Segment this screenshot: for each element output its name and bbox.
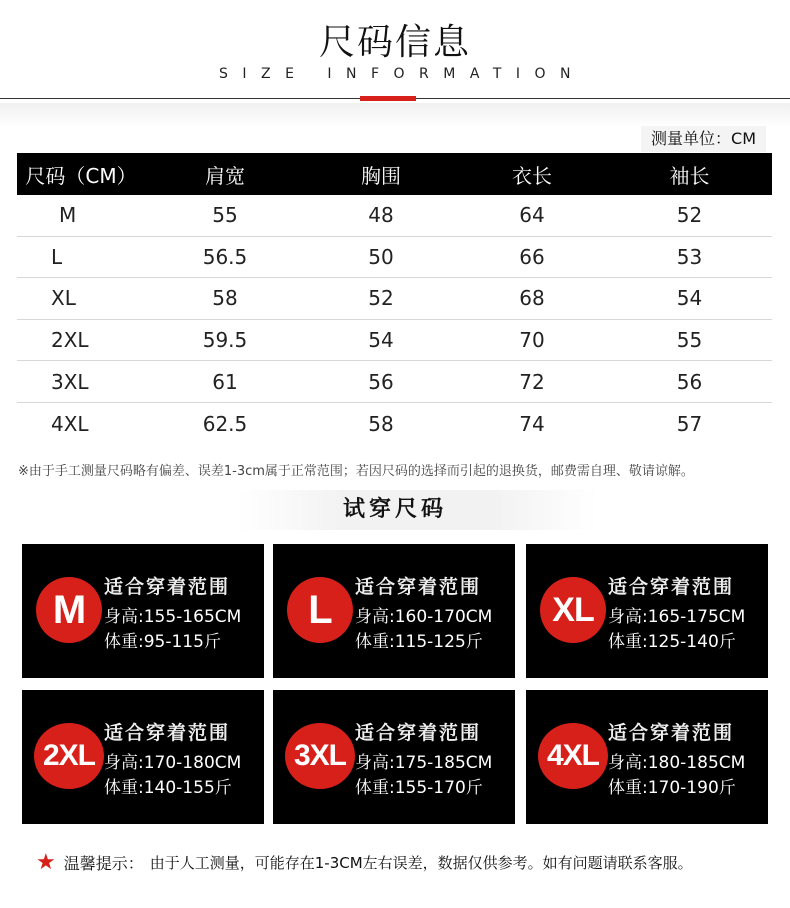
cell-sleeve: 53 xyxy=(676,244,703,269)
col-header-shoulder: 肩宽 xyxy=(205,163,245,188)
fit-card-heading: 适合穿着范围 xyxy=(608,576,735,598)
fit-card-text xyxy=(608,718,745,801)
cell-sleeve: 52 xyxy=(676,203,703,228)
fit-card-heading: 适合穿着范围 xyxy=(355,576,482,598)
fit-card-height: 身高:155-165CM xyxy=(104,607,242,627)
star-icon: ★ xyxy=(36,849,56,875)
fit-card-weight: 体重:115-125斤 xyxy=(355,632,483,652)
cell-size: L xyxy=(51,244,63,269)
fit-card-weight: 体重:155-170斤 xyxy=(355,778,483,798)
cell-chest: 54 xyxy=(368,328,394,353)
size-badge: XL xyxy=(540,577,606,643)
header-accent-bar xyxy=(360,96,416,101)
cell-sleeve: 54 xyxy=(676,286,703,311)
cell-shoulder: 55 xyxy=(212,203,238,228)
fit-card-heading: 适合穿着范围 xyxy=(104,722,231,744)
cell-sleeve: 56 xyxy=(676,369,703,394)
size-badge: L xyxy=(287,577,353,643)
cell-size: M xyxy=(59,203,77,228)
cell-size: 4XL xyxy=(51,411,89,436)
size-note: ※由于手工测量尺码略有偏差、误差1-3cm属于正常范围；若因尺码的选择而引起的退换货，邮费需自理、敬请谅解。 xyxy=(18,464,694,479)
fit-card-height: 身高:180-185CM xyxy=(608,753,746,773)
tip-row xyxy=(36,851,693,874)
cell-shoulder: 56.5 xyxy=(202,244,248,269)
fit-card-text xyxy=(355,572,492,655)
fit-card-weight: 体重:95-115斤 xyxy=(104,632,221,652)
fit-card xyxy=(273,544,515,678)
table-body xyxy=(17,195,772,445)
fit-card-heading: 适合穿着范围 xyxy=(608,722,735,744)
table-row xyxy=(17,361,772,403)
fit-card xyxy=(526,544,768,678)
cell-chest: 56 xyxy=(368,369,394,394)
table-header xyxy=(17,153,772,195)
cell-chest: 50 xyxy=(368,244,394,269)
cell-chest: 58 xyxy=(368,411,394,436)
cell-length: 70 xyxy=(519,328,545,353)
col-header-sleeve: 袖长 xyxy=(669,163,710,188)
size-table xyxy=(17,153,772,445)
fit-card-weight: 体重:140-155斤 xyxy=(104,778,232,798)
cell-size: 3XL xyxy=(51,369,89,394)
table-row xyxy=(17,195,772,237)
cell-sleeve: 55 xyxy=(676,328,703,353)
table-row xyxy=(17,403,772,445)
cell-chest: 48 xyxy=(368,203,394,228)
fit-card-height: 身高:170-180CM xyxy=(104,753,242,773)
fit-card-text xyxy=(104,718,241,801)
col-header-size: 尺码（CM） xyxy=(25,163,137,188)
size-badge: M xyxy=(36,577,102,643)
cell-length: 68 xyxy=(519,286,545,311)
fit-card-text xyxy=(608,572,745,655)
fit-card-weight: 体重:125-140斤 xyxy=(608,632,736,652)
fit-card-heading: 适合穿着范围 xyxy=(355,722,482,744)
size-badge: 2XL xyxy=(34,723,104,789)
try-size-title: 试穿尺码 xyxy=(342,497,447,522)
tip-text: 由于人工测量，可能存在1-3CM左右误差，数据仅供参考。如有问题请联系客服。 xyxy=(149,854,693,872)
fit-card-text xyxy=(355,718,492,801)
size-badge: 4XL xyxy=(538,723,608,789)
table-row xyxy=(17,320,772,362)
col-header-length: 衣长 xyxy=(512,163,552,188)
fit-card xyxy=(22,690,264,824)
fit-card-weight: 体重:170-190斤 xyxy=(608,778,736,798)
cell-chest: 52 xyxy=(368,286,394,311)
fit-card xyxy=(22,544,264,678)
cell-size: XL xyxy=(51,286,76,311)
size-badge: 3XL xyxy=(285,723,355,789)
page-subtitle: SIZE INFORMATION xyxy=(218,66,586,82)
gray-band xyxy=(0,103,790,127)
table-row xyxy=(17,278,772,320)
fit-card xyxy=(526,690,768,824)
cell-length: 64 xyxy=(519,203,545,228)
col-header-chest: 胸围 xyxy=(361,163,401,188)
cell-shoulder: 59.5 xyxy=(202,328,248,353)
cell-sleeve: 57 xyxy=(676,411,703,436)
cell-length: 72 xyxy=(519,369,545,394)
fit-card-height: 身高:160-170CM xyxy=(355,607,493,627)
cell-shoulder: 61 xyxy=(212,369,238,394)
cell-shoulder: 62.5 xyxy=(202,411,248,436)
fit-card xyxy=(273,690,515,824)
cell-shoulder: 58 xyxy=(212,286,238,311)
fit-card-text xyxy=(104,572,241,655)
fit-card-height: 身高:165-175CM xyxy=(608,607,746,627)
cell-size: 2XL xyxy=(51,328,89,353)
page-title: 尺码信息 xyxy=(318,22,471,63)
tip-label: 温馨提示： xyxy=(63,854,144,873)
cell-length: 74 xyxy=(519,411,545,436)
cell-length: 66 xyxy=(519,244,545,269)
table-row xyxy=(17,237,772,279)
fit-card-height: 身高:175-185CM xyxy=(355,753,493,773)
unit-label: 测量单位：CM xyxy=(641,126,766,152)
fit-card-heading: 适合穿着范围 xyxy=(104,576,231,598)
